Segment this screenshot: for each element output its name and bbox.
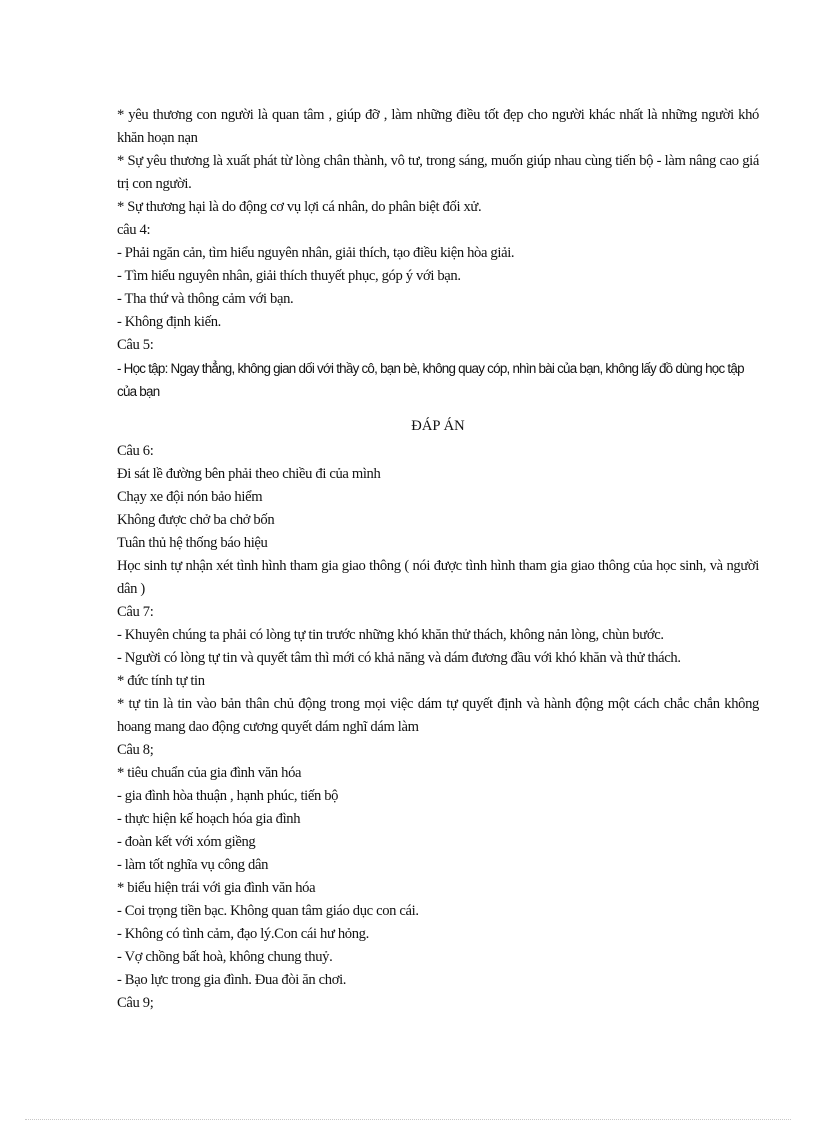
q8-answer-4: - đoàn kết với xóm giềng [117,834,256,850]
q8-answer-7: - Coi trọng tiền bạc. Không quan tâm giáo dục con cái. [117,903,419,919]
q8-answer-1: * tiêu chuẩn của gia đình văn hóa [117,765,302,781]
q8-answer-8: - Không có tình cảm, đạo lý.Con cái hư hỏng. [117,926,369,942]
q8-answer-10: - Bạo lực trong gia đình. Đua đòi ăn chơi. [117,972,347,988]
q7-answer-3: * đức tính tự tin [117,673,205,689]
q4-answer-1: - Phải ngăn cản, tìm hiểu nguyên nhân, giải thích, tạo điều kiện hòa giải. [117,245,515,261]
q7-answer-4: * tự tin là tin vào bản thân chủ động trong mọi việc dám tự quyết định và hành động một cách chắc chắn không hoang mang dao động cương quyết dám nghĩ dám làm [117,696,759,735]
q6-answer-3: Không được chở ba chở bốn [117,512,275,528]
q5-answer: - Học tập: Ngay thẳng, không gian dối với thầy cô, bạn bè, không quay cóp, nhìn bài của bạn, không lấy đồ dùng học tập của bạn [117,361,744,399]
question-6-label: Câu 6: [117,443,154,459]
q4-answer-3: - Tha thứ và thông cảm với bạn. [117,291,294,307]
question-7-label: Câu 7: [117,604,154,620]
q7-answer-2: - Người có lòng tự tin và quyết tâm thì mới có khả năng và dám đương đầu với khó khăn và thử thách. [117,650,681,666]
q6-answer-5: Học sinh tự nhận xét tình hình tham gia giao thông ( nói được tình hình tham gia giao thông của học sinh, và người dân ) [117,558,759,597]
q8-answer-6: * biểu hiện trái với gia đình văn hóa [117,880,316,896]
paragraph-pity: * Sự thương hại là do động cơ vụ lợi cá nhân, do phân biệt đối xử. [117,199,482,215]
q8-answer-2: - gia đình hòa thuận , hạnh phúc, tiến bộ [117,788,339,804]
q6-answer-4: Tuân thủ hệ thống báo hiệu [117,535,268,551]
q6-answer-2: Chạy xe đội nón bảo hiểm [117,489,263,505]
q8-answer-5: - làm tốt nghĩa vụ công dân [117,857,269,873]
q8-answer-3: - thực hiện kế hoạch hóa gia đình [117,811,301,827]
answer-key-heading: ĐÁP ÁN [411,418,465,434]
question-4-label: câu 4: [117,222,151,238]
q7-answer-1: - Khuyên chúng ta phải có lòng tự tin trước những khó khăn thử thách, không nản lòng, chùn bước. [117,627,664,643]
q8-answer-9: - Vợ chồng bất hoà, không chung thuỷ. [117,949,333,965]
q6-answer-1: Đi sát lề đường bên phải theo chiều đi của mình [117,466,381,482]
paragraph-love-origin: * Sự yêu thương là xuất phát từ lòng chân thành, vô tư, trong sáng, muốn giúp nhau cùng tiến bộ - làm nâng cao giá trị con người. [117,153,759,192]
document-page [117,104,759,1015]
q4-answer-4: - Không định kiến. [117,314,221,330]
question-9-label: Câu 9; [117,995,154,1011]
paragraph-love-definition: * yêu thương con người là quan tâm , giúp đỡ , làm những điều tốt đẹp cho người khác nhất là những người khó khăn hoạn nạn [117,107,759,146]
q4-answer-2: - Tìm hiểu nguyên nhân, giải thích thuyết phục, góp ý với bạn. [117,268,461,284]
page-bottom-divider [25,1119,791,1120]
question-8-label: Câu 8; [117,742,154,758]
question-5-label: Câu 5: [117,337,154,353]
